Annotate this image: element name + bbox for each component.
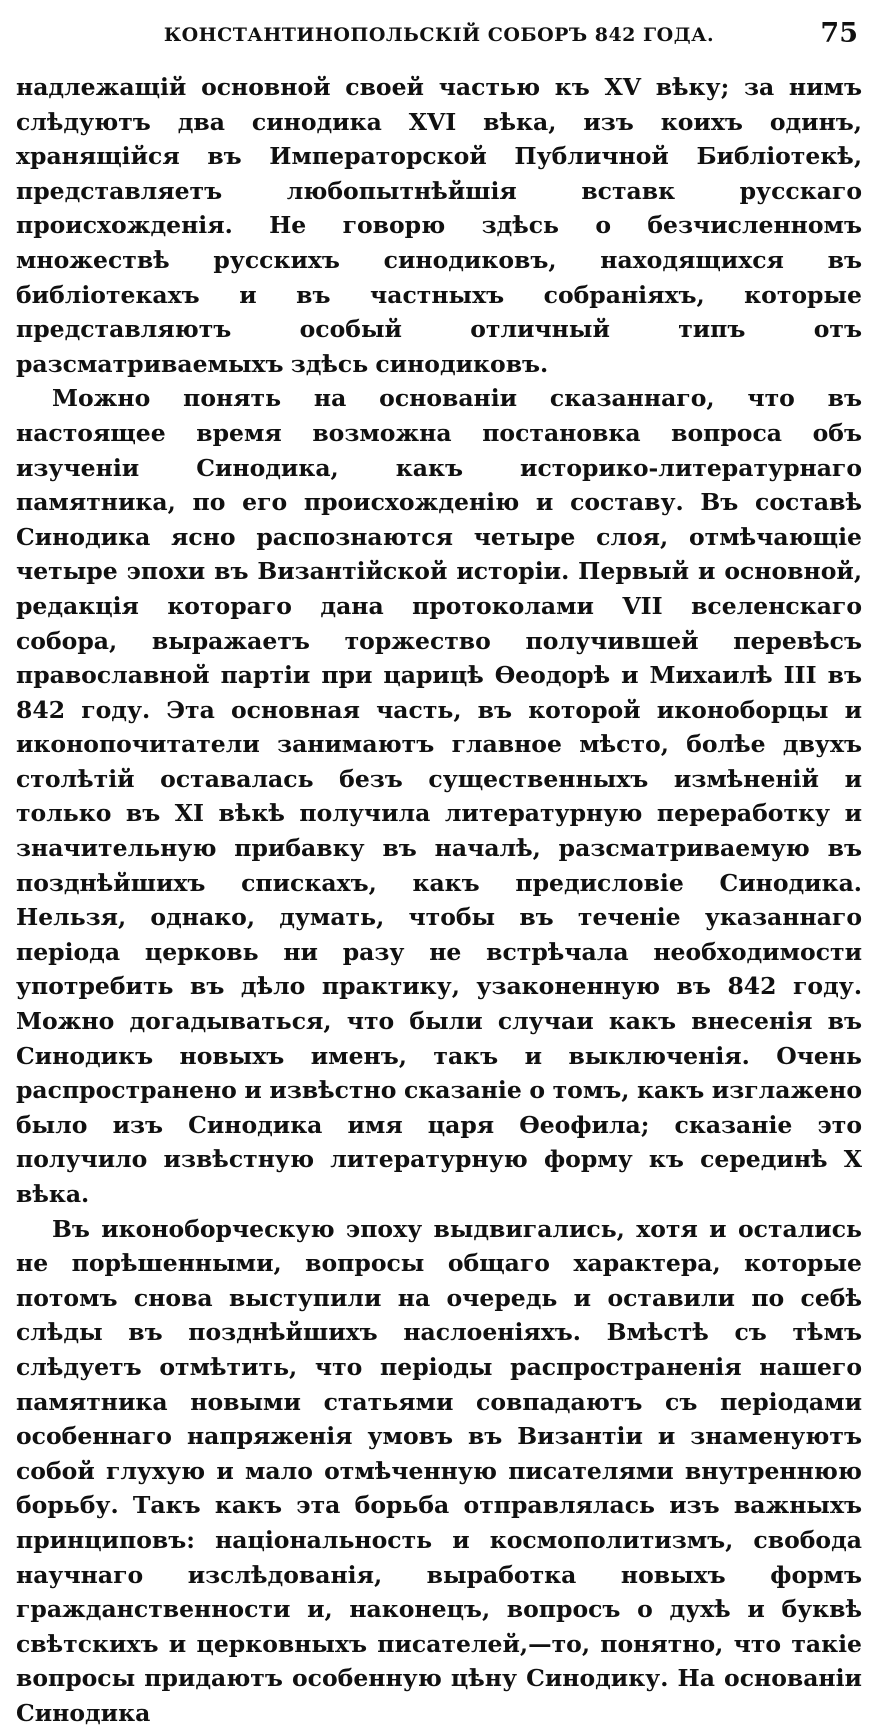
paragraph-1: надлежащій основной своей частью къ XV вѣку; за нимъ слѣдуютъ два синодика XVI вѣка, изъ коихъ одинъ, хранящійся въ Императорской Публичной Библіотекѣ, представляетъ любопытнѣйшія вставк русскаго происхожденія. Не говорю здѣсь о безчисленномъ множествѣ русскихъ синодиковъ, находящихся въ библіотекахъ и въ частныхъ собраніяхъ, которые представляютъ особый отличный типъ отъ разсматриваемыхъ здѣсь синодиковъ. bbox=[16, 73, 862, 378]
page-number: 75 bbox=[820, 18, 858, 49]
paragraph-3: Въ иконоборческую эпоху выдвигались, хотя и остались не порѣшенными, вопросы общаго характера, которые потомъ снова выступили на очередь и оставили по себѣ слѣды въ позднѣйшихъ наслоеніяхъ. Вмѣстѣ съ тѣмъ слѣдуетъ отмѣтить, что періоды распространенія нашего памятника новыми статьями совпадаютъ съ періодами особеннаго напряженія умовъ въ Византіи и знаменуютъ собой глухую и мало отмѣченную писателями внутреннюю борьбу. Такъ какъ эта борьба отправлялась изъ важныхъ принциповъ: національность и космополитизмъ, свобода научнаго изслѣдованія, выработка новыхъ формъ гражданственности и, наконецъ, вопросъ о духѣ и буквѣ свѣтскихъ и церковныхъ писателей,—то, понятно, что такіе вопросы придаютъ особенную цѣну Синодику. На основаніи Синодика bbox=[16, 1214, 862, 1727]
body-text bbox=[16, 70, 862, 1731]
running-title: КОНСТАНТИНОПОЛЬСКІЙ СОБОРЪ 842 ГОДА. bbox=[163, 24, 715, 46]
paragraph-2: Можно понять на основаніи сказаннаго, что въ настоящее время возможна постановка вопроса объ изученіи Синодика, какъ историко-литературнаго памятника, по его происхожденію и составу. Въ составѣ Синодика ясно распознаются четыре слоя, отмѣчающіе четыре эпохи въ Византійской исторіи. Первый и основной, редакція котораго дана протоколами VII вселенскаго собора, выражаетъ торжество получившей перевѣсъ православной партіи при царицѣ Ѳеодорѣ и Михаилѣ III въ 842 году. Эта основная часть, въ которой иконоборцы и иконопочитатели занимаютъ главное мѣсто, болѣе двухъ столѣтій оставалась безъ существенныхъ измѣненій и только въ XI вѣкѣ получила литературную переработку и значительную прибавку въ началѣ, разсматриваемую въ позднѣйшихъ спискахъ, какъ предисловіе Синодика. Нельзя, однако, думать, чтобы въ теченіе указаннаго періода церковь ни разу не встрѣчала необходимости употребить въ дѣло практику, узаконенную въ 842 году. Можно догадываться, что были случаи какъ внесенія въ Синодикъ новыхъ именъ, такъ и выключенія. Очень распространено и извѣстно сказаніе о томъ, какъ изглажено было изъ Синодика имя царя Ѳеофила; сказаніе это получило извѣстную литературную форму къ серединѣ X вѣка. bbox=[16, 384, 862, 1208]
page-header bbox=[16, 12, 862, 52]
